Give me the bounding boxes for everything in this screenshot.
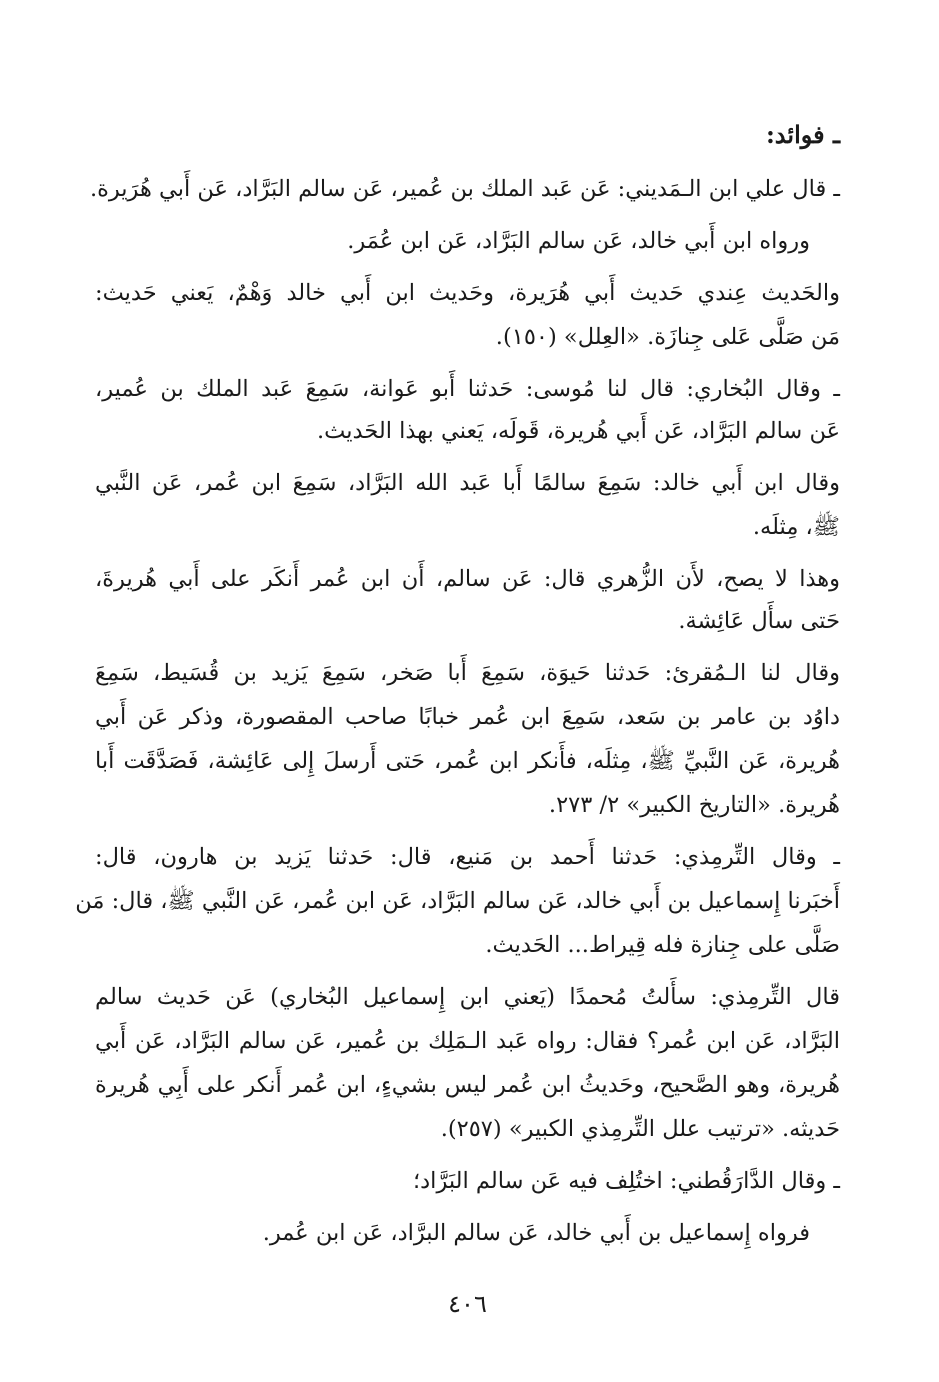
text-line: البَرَّاد، عَن ابن عُمر؟ فقال: رواه عَبد الـمَلِك بن عُمير، عَن سالم البَرَّاد، عَن أَبي (95, 1028, 840, 1054)
text-line: حَديثه. «ترتيب علل التِّرمِذي الكبير» (٢٥٧). (440, 1116, 840, 1142)
section-heading: ـ فوائد: (765, 120, 840, 149)
text-line: حَتى سأَل عَائِشة. (678, 608, 840, 634)
text-line: صَلَّى على جِنازة فله قِيراط... الحَديث. (485, 932, 840, 958)
text-line: ـ وقال الدَّارَقُطني: اختُلِف فيه عَن سالم البَرَّاد؛ (413, 1168, 840, 1194)
text-line: هُريرة. «التاريخ الكبير» ٢/ ٢٧٣. (548, 792, 840, 818)
text-line: وهذا لا يصح، لأَن الزُّهري قال: عَن سالم، أَن ابن عُمر أَنكَر على أَبي هُريرةَ، (95, 566, 840, 592)
text-line: ورواه ابن أَبي خالد، عَن سالم البَرَّاد، عَن ابن عُمَر. (347, 228, 810, 254)
text-line: وقال ابن أَبي خالد: سَمِعَ سالمًا أَبا عَبد الله البَرَّاد، سَمِعَ ابن عُمر، عَن النَّبي (95, 470, 840, 496)
text-line: ـ قال علي ابن الـمَديني: عَن عَبد الملك بن عُمير، عَن سالم البَرَّاد، عَن أَبي هُرَيرة. (89, 176, 840, 202)
text-line: ـ وقال التِّرمِذي: حَدثنا أَحمد بن مَنيع، قال: حَدثنا يَزيد بن هارون، قال: (95, 844, 840, 870)
text-line: داوُد بن عامر بن سَعد، سَمِعَ ابن عُمر خبابًا صاحب المقصورة، وذكر عَن أَبي (95, 704, 840, 730)
book-page (75, 110, 840, 1370)
text-line: هُريرة، عَن النَّبيِّ ﷺ، مِثلَه، فأَنكر ابن عُمر، حَتى أَرسلَ إِلى عَائِشة، فَصَدَّقَت أَبا (95, 748, 840, 774)
text-line: والحَديث عِندي حَديث أَبي هُرَيرة، وحَديث ابن أَبي خالد وَهْمٌ، يَعني حَديث: (95, 280, 840, 306)
text-line: قال التِّرمِذي: سأَلتُ مُحمدًا (يَعني ابن إِسماعيل البُخاري) عَن حَديث سالم (95, 984, 840, 1010)
text-line: عَن سالم البَرَّاد، عَن أَبي هُريرة، قَولَه، يَعني بهذا الحَديث. (317, 418, 840, 444)
page-number: ٤٠٦ (448, 1290, 487, 1318)
text-line: ﷺ، مِثلَه. (752, 514, 840, 540)
text-line: فرواه إِسماعيل بن أَبي خالد، عَن سالم البرَّاد، عَن ابن عُمر. (262, 1220, 810, 1246)
text-line: هُريرة، وهو الصَّحيح، وحَديثُ ابن عُمر ليس بشيءٍ، ابن عُمر أَنكر على أَبِي هُريرة (95, 1072, 840, 1098)
text-line: وقال لنا الـمُقرئ: حَدثنا حَيوَة، سَمِعَ أَبا صَخر، سَمِعَ يَزيد بن قُسَيط، سَمِعَ (95, 660, 840, 686)
text-line: مَن صَلَّى عَلى جِنازَة. «العِلل» (١٥٠). (495, 324, 840, 350)
text-line: أَخبَرنا إِسماعيل بن أَبي خالد، عَن سالم البَرَّاد، عَن ابن عُمر، عَن النَّبي ﷺ، قال: مَن (75, 888, 840, 914)
text-line: ـ وقال البُخاري: قال لنا مُوسى: حَدثنا أَبو عَوانة، سَمِعَ عَبد الملك بن عُمير، (95, 376, 840, 402)
